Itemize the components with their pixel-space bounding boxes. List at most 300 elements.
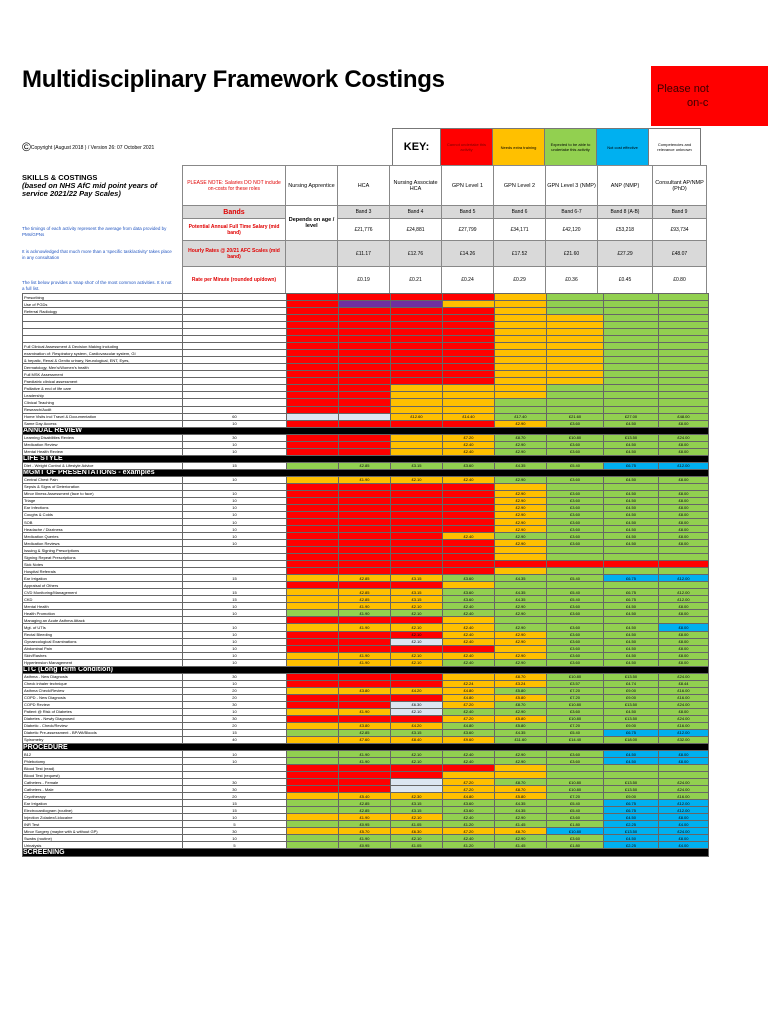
activity-minutes — [183, 561, 287, 568]
activity-minutes: 10 — [183, 645, 287, 652]
cell-anp: £4.50 — [604, 420, 659, 427]
hourly-apprentice — [286, 241, 338, 267]
cell-nursing-apprentice — [287, 631, 339, 638]
cell-hca: £2.85 — [339, 462, 391, 469]
cell-consultant: £24.00 — [659, 786, 709, 793]
activity-label: Injection Zoladex/Lidocaine — [23, 814, 183, 821]
cell-gpn-3: £3.60 — [547, 504, 604, 511]
cell-gpn-3 — [547, 554, 604, 561]
cell-gpn-2: £3.24 — [495, 680, 547, 687]
salary-gpn1: £27,799 — [442, 219, 494, 241]
cell-hca — [339, 434, 391, 441]
cell-gpn-1: £3.60 — [443, 729, 495, 736]
cell-hca — [339, 357, 391, 364]
cell-gpn-2: £1.45 — [495, 821, 547, 828]
activity-row — [23, 392, 709, 399]
cell-hca — [339, 511, 391, 518]
cell-hca — [339, 294, 391, 301]
activity-label: Patient @ Risk of Diabetes — [23, 708, 183, 715]
cell-anp: £6.75 — [604, 596, 659, 603]
activity-minutes: 10 — [183, 497, 287, 504]
cell-nursing-associate — [391, 490, 443, 497]
copyright — [22, 140, 154, 154]
activity-label: Hospital Referrals — [23, 568, 183, 575]
cell-nursing-associate: £3.15 — [391, 462, 443, 469]
cell-consultant: £12.00 — [659, 807, 709, 814]
cell-consultant: £12.00 — [659, 462, 709, 469]
activity-label: Spirometry — [23, 736, 183, 743]
cell-gpn-1 — [443, 385, 495, 392]
cell-gpn-1 — [443, 322, 495, 329]
activity-minutes — [183, 357, 287, 364]
key-cannot-undertake: Cannot undertake this activity — [441, 129, 493, 166]
cell-nursing-associate — [391, 420, 443, 427]
activity-label: Mgt. of UTIs — [23, 624, 183, 631]
cell-gpn-2: £2.90 — [495, 835, 547, 842]
activity-minutes: 10 — [183, 708, 287, 715]
cell-gpn-1: £4.80 — [443, 722, 495, 729]
activity-label: Full MSK Assessment — [23, 371, 183, 378]
activity-minutes: 20 — [183, 722, 287, 729]
cell-gpn-3: £3.60 — [547, 533, 604, 540]
activity-minutes: 10 — [183, 504, 287, 511]
cell-anp: £2.25 — [604, 821, 659, 828]
activity-minutes — [183, 772, 287, 779]
cell-hca — [339, 519, 391, 526]
cell-nursing-associate — [391, 786, 443, 793]
activity-label: Same Day Access — [23, 420, 183, 427]
cell-gpn-1 — [443, 343, 495, 350]
activity-minutes: 10 — [183, 476, 287, 483]
cell-nursing-associate: £6.30 — [391, 701, 443, 708]
cell-gpn-2: £2.90 — [495, 814, 547, 821]
cell-anp: £4.50 — [604, 526, 659, 533]
cell-hca — [339, 568, 391, 575]
activity-row — [23, 357, 709, 364]
cell-nursing-apprentice — [287, 554, 339, 561]
minute-hca: £0.19 — [338, 267, 390, 294]
cell-gpn-2: £4.35 — [495, 462, 547, 469]
activity-minutes: 10 — [183, 420, 287, 427]
cell-anp: £4.50 — [604, 624, 659, 631]
cell-gpn-2: £2.90 — [495, 540, 547, 547]
activity-label: Diabetic Pre-assessment - BP/Wt/Bloods — [23, 729, 183, 736]
cell-gpn-1: £7.20 — [443, 434, 495, 441]
activity-row — [23, 624, 709, 631]
cell-nursing-apprentice — [287, 673, 339, 680]
activity-row — [23, 294, 709, 301]
cell-hca — [339, 336, 391, 343]
activity-row — [23, 610, 709, 617]
cell-anp — [604, 483, 659, 490]
cell-gpn-3: £3.60 — [547, 814, 604, 821]
cell-gpn-1: £1.20 — [443, 821, 495, 828]
activity-label: Health Promotion — [23, 610, 183, 617]
cell-hca — [339, 399, 391, 406]
cell-hca — [339, 378, 391, 385]
cell-gpn-3: £3.60 — [547, 441, 604, 448]
activity-label: Paediatric clinical assessment — [23, 378, 183, 385]
cell-gpn-1: £7.20 — [443, 715, 495, 722]
cell-gpn-2 — [495, 582, 547, 589]
cell-nursing-apprentice — [287, 399, 339, 406]
activity-minutes: 10 — [183, 441, 287, 448]
cell-gpn-1: £3.60 — [443, 589, 495, 596]
cell-hca — [339, 765, 391, 772]
cell-gpn-3: £14.40 — [547, 736, 604, 743]
cell-nursing-associate — [391, 483, 443, 490]
cell-gpn-3 — [547, 568, 604, 575]
cell-hca: £0.95 — [339, 821, 391, 828]
activity-row — [23, 547, 709, 554]
cell-nursing-apprentice — [287, 329, 339, 336]
activity-row — [23, 336, 709, 343]
activity-label: Research/Audit — [23, 406, 183, 413]
cell-nursing-apprentice — [287, 715, 339, 722]
cell-gpn-1 — [443, 504, 495, 511]
cell-anp: £4.50 — [604, 533, 659, 540]
activity-label: Mental Health — [23, 603, 183, 610]
cell-hca: £5.40 — [339, 793, 391, 800]
apprentice-note: Depends on age / level — [286, 206, 338, 241]
cell-hca — [339, 631, 391, 638]
cell-gpn-1 — [443, 294, 495, 301]
cell-consultant: £8.00 — [659, 420, 709, 427]
cell-hca — [339, 308, 391, 315]
cell-hca — [339, 420, 391, 427]
activity-row — [23, 758, 709, 765]
cell-gpn-2: £1.45 — [495, 842, 547, 849]
section-title: PROCEDURE — [23, 744, 709, 751]
cell-gpn-1: £2.40 — [443, 814, 495, 821]
activity-label: Appraisal of Others — [23, 582, 183, 589]
hourly-consultant: £48.07 — [653, 241, 707, 267]
cell-gpn-3 — [547, 329, 604, 336]
cell-gpn-1: £2.40 — [443, 652, 495, 659]
cell-gpn-3: £3.60 — [547, 645, 604, 652]
cell-gpn-2: £2.90 — [495, 441, 547, 448]
cell-anp: £9.00 — [604, 694, 659, 701]
activity-label: Medication Review — [23, 441, 183, 448]
cell-hca: £2.85 — [339, 575, 391, 582]
cell-gpn-3: £3.60 — [547, 476, 604, 483]
activity-minutes — [183, 568, 287, 575]
activity-row — [23, 308, 709, 315]
cell-gpn-3 — [547, 547, 604, 554]
cell-gpn-2: £4.35 — [495, 596, 547, 603]
cell-consultant — [659, 399, 709, 406]
activity-label: COPD - New Diagnosis — [23, 694, 183, 701]
cell-gpn-2: £8.70 — [495, 434, 547, 441]
cell-gpn-3: £3.60 — [547, 631, 604, 638]
cell-nursing-apprentice — [287, 308, 339, 315]
activity-label: Full Clinical Assessment & Decision Making including — [23, 343, 183, 350]
cell-anp — [604, 617, 659, 624]
cell-anp: £4.50 — [604, 610, 659, 617]
cell-gpn-2: £2.90 — [495, 497, 547, 504]
cell-gpn-1: £9.60 — [443, 736, 495, 743]
activity-minutes: 10 — [183, 751, 287, 758]
cell-hca: £1.90 — [339, 659, 391, 666]
cell-anp: £4.50 — [604, 758, 659, 765]
activity-row — [23, 603, 709, 610]
cell-consultant: £8.00 — [659, 659, 709, 666]
cell-anp: £13.50 — [604, 434, 659, 441]
section-title: ANNUAL REVIEW — [23, 427, 709, 434]
cell-gpn-1: £4.80 — [443, 687, 495, 694]
cell-gpn-1 — [443, 673, 495, 680]
cell-nursing-associate: £3.15 — [391, 807, 443, 814]
cell-nursing-associate — [391, 441, 443, 448]
cell-gpn-3: £10.80 — [547, 779, 604, 786]
cell-anp — [604, 336, 659, 343]
cell-gpn-2: £2.90 — [495, 652, 547, 659]
activity-label: Catheters - Female — [23, 779, 183, 786]
minute-apprentice — [286, 267, 338, 294]
activity-label: Minor Surgery (maybe with & without GP) — [23, 828, 183, 835]
cell-nursing-apprentice — [287, 385, 339, 392]
cell-nursing-apprentice — [287, 645, 339, 652]
activity-label: Home Visits incl Travel & Documentation — [23, 413, 183, 420]
hourly-gpn2: £17.52 — [494, 241, 546, 267]
cell-consultant — [659, 371, 709, 378]
cell-hca — [339, 526, 391, 533]
cell-gpn-3 — [547, 378, 604, 385]
cell-consultant: £8.00 — [659, 708, 709, 715]
cell-gpn-2 — [495, 350, 547, 357]
cell-gpn-3: £3.60 — [547, 497, 604, 504]
cell-nursing-apprentice — [287, 603, 339, 610]
cell-hca — [339, 504, 391, 511]
cell-consultant: £16.00 — [659, 722, 709, 729]
cell-hca — [339, 680, 391, 687]
cell-gpn-3 — [547, 617, 604, 624]
activity-label: CKD — [23, 596, 183, 603]
cell-consultant — [659, 329, 709, 336]
cell-gpn-1 — [443, 329, 495, 336]
cell-nursing-associate: £2.10 — [391, 603, 443, 610]
minute-label: Rate per Minute (rounded up/down) — [183, 267, 286, 294]
cell-nursing-associate: £1.05 — [391, 842, 443, 849]
activity-label: SOB — [23, 519, 183, 526]
cell-gpn-1 — [443, 371, 495, 378]
hourly-label: Hourly Rates @ 20/21 AFC Scales (mid band) — [183, 241, 286, 267]
note-snapshot: The list below provides a 'snap shot' of the most common activities. It is not a full list. — [22, 280, 172, 291]
cell-consultant: £8.00 — [659, 441, 709, 448]
cell-gpn-1 — [443, 308, 495, 315]
cell-gpn-1 — [443, 617, 495, 624]
activity-row — [23, 582, 709, 589]
activity-minutes: 5 — [183, 842, 287, 849]
activity-row — [23, 680, 709, 687]
cell-gpn-2 — [495, 561, 547, 568]
activity-minutes: 30 — [183, 434, 287, 441]
cell-anp: £9.00 — [604, 793, 659, 800]
cell-nursing-associate: £2.10 — [391, 835, 443, 842]
cell-gpn-2 — [495, 322, 547, 329]
activity-row — [23, 504, 709, 511]
cell-nursing-associate — [391, 308, 443, 315]
cell-consultant: £8.00 — [659, 652, 709, 659]
cell-hca — [339, 322, 391, 329]
activity-row — [23, 322, 709, 329]
cell-gpn-2 — [495, 308, 547, 315]
cell-consultant: £48.00 — [659, 413, 709, 420]
cell-consultant — [659, 617, 709, 624]
key-label: KEY: — [392, 128, 440, 166]
cell-hca — [339, 701, 391, 708]
cell-consultant — [659, 336, 709, 343]
cell-nursing-apprentice — [287, 378, 339, 385]
cell-nursing-apprentice — [287, 476, 339, 483]
activity-row — [23, 842, 709, 849]
cell-nursing-associate — [391, 329, 443, 336]
cell-gpn-1: £3.60 — [443, 800, 495, 807]
band-hca: Band 3 — [338, 206, 390, 219]
cell-gpn-1 — [443, 357, 495, 364]
activity-minutes: 15 — [183, 575, 287, 582]
cell-anp — [604, 582, 659, 589]
cell-gpn-2 — [495, 568, 547, 575]
cell-gpn-1: £3.60 — [443, 462, 495, 469]
cell-nursing-associate: £8.40 — [391, 736, 443, 743]
cell-consultant: £24.00 — [659, 701, 709, 708]
cell-nursing-apprentice — [287, 315, 339, 322]
cell-hca — [339, 554, 391, 561]
activity-minutes: 15 — [183, 596, 287, 603]
cell-consultant: £8.44 — [659, 680, 709, 687]
cell-nursing-associate — [391, 673, 443, 680]
cell-gpn-3: £10.80 — [547, 701, 604, 708]
cell-nursing-associate — [391, 582, 443, 589]
cell-gpn-3: £5.40 — [547, 462, 604, 469]
cell-anp — [604, 385, 659, 392]
cell-nursing-apprentice — [287, 336, 339, 343]
cell-anp: £6.75 — [604, 729, 659, 736]
cell-anp: £4.50 — [604, 476, 659, 483]
minute-consultant: £0.80 — [653, 267, 707, 294]
cell-anp — [604, 765, 659, 772]
cell-nursing-apprentice — [287, 392, 339, 399]
cell-gpn-3: £3.60 — [547, 610, 604, 617]
cell-consultant: £4.00 — [659, 842, 709, 849]
cell-consultant: £8.00 — [659, 751, 709, 758]
activity-label: Learning Disabilities Review — [23, 434, 183, 441]
cell-nursing-apprentice — [287, 758, 339, 765]
cell-hca: £2.85 — [339, 596, 391, 603]
activity-minutes — [183, 336, 287, 343]
cell-gpn-3: £5.40 — [547, 596, 604, 603]
cell-gpn-3: £3.60 — [547, 448, 604, 455]
cell-gpn-3 — [547, 343, 604, 350]
key-expected: Expected to be able to undertake this activity — [545, 129, 597, 166]
activity-label: Sepsis & Signs of Deterioration — [23, 483, 183, 490]
cell-anp: £4.50 — [604, 645, 659, 652]
activity-row — [23, 343, 709, 350]
cell-gpn-3: £3.57 — [547, 680, 604, 687]
cell-nursing-associate: £2.10 — [391, 814, 443, 821]
activity-minutes: 10 — [183, 835, 287, 842]
activity-label: Diabetes - Newly Diagnosed — [23, 715, 183, 722]
cell-hca: £2.85 — [339, 729, 391, 736]
activity-label: CVD Monitoring/Management — [23, 589, 183, 596]
cell-consultant — [659, 315, 709, 322]
cell-hca: £5.70 — [339, 828, 391, 835]
cell-hca: £1.90 — [339, 708, 391, 715]
activity-row — [23, 462, 709, 469]
cell-gpn-2: £4.35 — [495, 729, 547, 736]
cell-anp: £4.50 — [604, 511, 659, 518]
cell-gpn-3: £3.60 — [547, 490, 604, 497]
role-gpn-3: GPN Level 3 (NMP) — [546, 166, 598, 206]
activity-label — [23, 336, 183, 343]
cell-gpn-3: £3.60 — [547, 835, 604, 842]
activity-minutes — [183, 364, 287, 371]
cell-nursing-apprentice — [287, 462, 339, 469]
activity-row — [23, 786, 709, 793]
cell-anp: £13.50 — [604, 715, 659, 722]
cell-anp — [604, 350, 659, 357]
activity-minutes: 20 — [183, 694, 287, 701]
activity-row — [23, 828, 709, 835]
note-consultation: It is acknowledged that much more than a 'specific task/activity' takes place in any consultation — [22, 249, 172, 260]
activity-label: Signing Repeat Prescriptions — [23, 554, 183, 561]
activity-label — [23, 322, 183, 329]
cell-hca: £1.90 — [339, 603, 391, 610]
cell-nursing-associate — [391, 617, 443, 624]
cell-nursing-associate: £3.15 — [391, 596, 443, 603]
cell-nursing-apprentice — [287, 765, 339, 772]
salary-anp: £53,218 — [598, 219, 653, 241]
activity-row — [23, 399, 709, 406]
activity-row — [23, 687, 709, 694]
role-gpn-2: GPN Level 2 — [494, 166, 546, 206]
cell-anp — [604, 547, 659, 554]
cell-nursing-associate: £2.30 — [391, 793, 443, 800]
cell-nursing-associate: £2.10 — [391, 708, 443, 715]
activity-row — [23, 371, 709, 378]
cell-hca — [339, 301, 391, 308]
activity-label: Phlebotomy — [23, 758, 183, 765]
cell-consultant — [659, 772, 709, 779]
cell-gpn-3: £5.40 — [547, 800, 604, 807]
cell-anp: £6.75 — [604, 575, 659, 582]
cell-nursing-associate — [391, 519, 443, 526]
activity-minutes: 10 — [183, 638, 287, 645]
activity-minutes — [183, 371, 287, 378]
activity-minutes — [183, 547, 287, 554]
activity-minutes: 10 — [183, 758, 287, 765]
activity-minutes — [183, 350, 287, 357]
cell-gpn-2: £2.90 — [495, 448, 547, 455]
activity-row — [23, 413, 709, 420]
activity-row — [23, 715, 709, 722]
activity-row — [23, 793, 709, 800]
activity-minutes: 15 — [183, 807, 287, 814]
key-needs-training: Needs extra training — [493, 129, 545, 166]
cell-gpn-1: £2.40 — [443, 835, 495, 842]
cell-gpn-1 — [443, 568, 495, 575]
hourly-gpn3: £21.60 — [546, 241, 598, 267]
cell-consultant — [659, 385, 709, 392]
activity-row — [23, 378, 709, 385]
copyright-text: Copyright (August 2018 ) / Version 26: 07 October 2021 — [30, 145, 155, 151]
cell-nursing-associate — [391, 406, 443, 413]
cell-nursing-apprentice — [287, 301, 339, 308]
cell-gpn-2: £5.80 — [495, 694, 547, 701]
cell-anp: £2.25 — [604, 842, 659, 849]
cell-consultant — [659, 765, 709, 772]
